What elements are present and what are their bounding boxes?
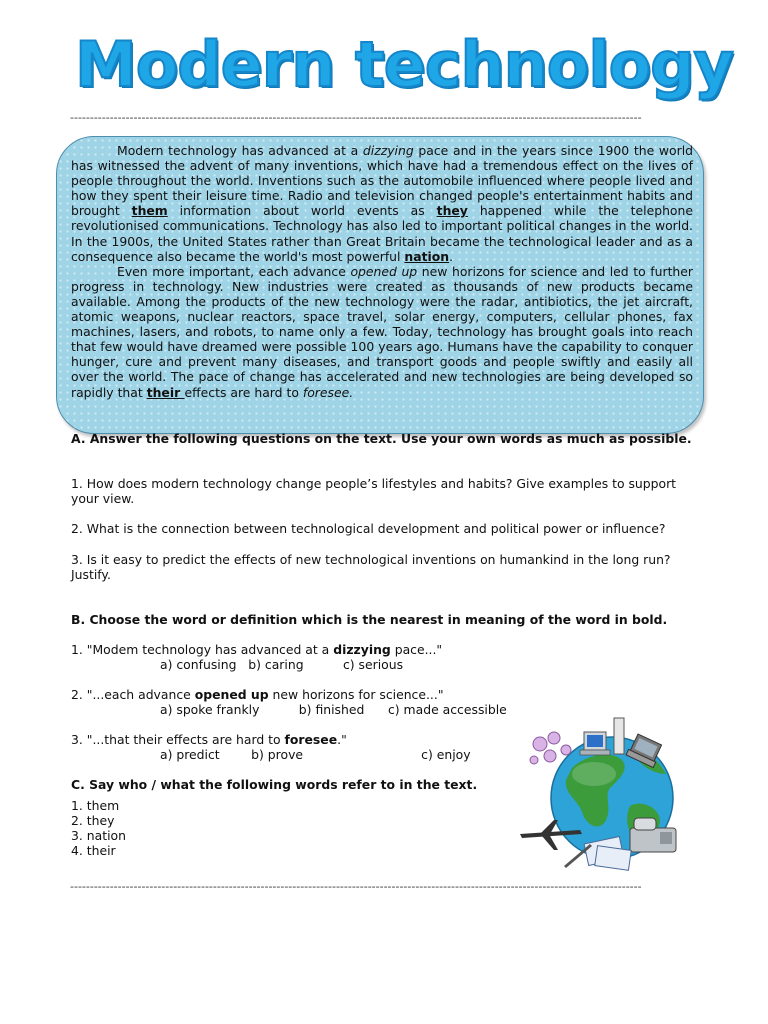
question-b2: 2. "...each advance opened up new horizons for science..." a) spoke frankly b) finished c) made accessible xyxy=(71,687,693,717)
bold-word-opened-up: opened up xyxy=(194,687,269,702)
list-item: 1. them xyxy=(71,798,120,813)
bold-word-foresee: foresee xyxy=(284,732,338,747)
list-item: 2. they xyxy=(71,813,115,828)
question-b3: 3. "...that their effects are hard to foresee." a) predict b) prove c) enjoy xyxy=(71,732,693,762)
word-them: them xyxy=(131,203,168,219)
list-item: 3. nation xyxy=(71,828,126,843)
question-a2: 2. What is the connection between technological development and political power or influence? xyxy=(71,521,666,536)
section-a-heading: A. Answer the following questions on the text. Use your own words as much as possible. xyxy=(71,431,692,446)
bottom-divider: ------------------------------------------------------------------------------------------------------------------------------------------------ xyxy=(70,880,642,893)
options-b3: a) predict b) prove c) enjoy xyxy=(160,747,471,762)
passage-paragraph-2: Even more important, each advance opened up new horizons for science and led to further progress in technology. New industries were created as thousands of new products became available. Among the products of the new technology were the radar, antibiotics, the jet aircraft, atomic weapons, nuclear reactors, space travel, solar energy, computers, cellular phones, fax machines, lasers, and robots, to name only a few. Today, technology has brought goals into reach that few would have dreamed were possible 100 years ago. Humans have the capability to conquer hunger, cure and prevent many diseases, and transport goods and people swiftly and easily all over the world. The pace of change has accelerated and new technologies are being developed so rapidly that their effects are hard to foresee. xyxy=(71,263,694,400)
options-b1: a) confusing b) caring c) serious xyxy=(160,657,404,672)
bold-word-dizzying: dizzying xyxy=(333,642,391,657)
question-a3: 3. Is it easy to predict the effects of new technological inventions on humankind in the long run? Justify. xyxy=(71,552,671,582)
top-divider: ------------------------------------------------------------------------------------------------------------------------------------------------ xyxy=(70,111,642,124)
section-b-heading: B. Choose the word or definition which is the nearest in meaning of the word in bold. xyxy=(71,612,668,627)
options-b2: a) spoke frankly b) finished c) made accessible xyxy=(160,702,507,717)
section-c-heading: C. Say who / what the following words refer to in the text. xyxy=(71,777,478,792)
globe-technology-icon xyxy=(520,716,710,874)
word-they: they xyxy=(436,203,468,219)
page-title: Modern technology xyxy=(75,28,733,101)
list-item: 4. their xyxy=(71,843,116,858)
question-a1: 1. How does modern technology change people’s lifestyles and habits? Give examples to support your view. xyxy=(71,476,677,506)
passage-paragraph-1: Modern technology has advanced at a dizzying pace and in the years since 1900 the world has witnessed the advent of many inventions, which have had a tremendous effect on the lives of people throughout the world. Inventions such as the automobile influenced where people lived and how they spent their leisure time. Radio and television changed people's entertainment habits and brought them information about world events as they happened while the telephone revolutionised communications. Technology has also led to important political changes in the world. In the 1900s, the United States rather than Great Britain became the technological leader and as a consequence also became the world's most powerful nation. xyxy=(71,143,694,264)
word-dizzying: dizzying xyxy=(362,143,414,158)
word-their: their xyxy=(146,384,185,400)
word-foresee: foresee. xyxy=(302,384,354,400)
question-b1: 1. "Modem technology has advanced at a dizzying pace..." a) confusing b) caring c) serious xyxy=(71,642,693,672)
word-nation: nation xyxy=(404,248,450,264)
word-opened-up: opened up xyxy=(350,263,418,279)
reading-passage xyxy=(71,143,693,400)
